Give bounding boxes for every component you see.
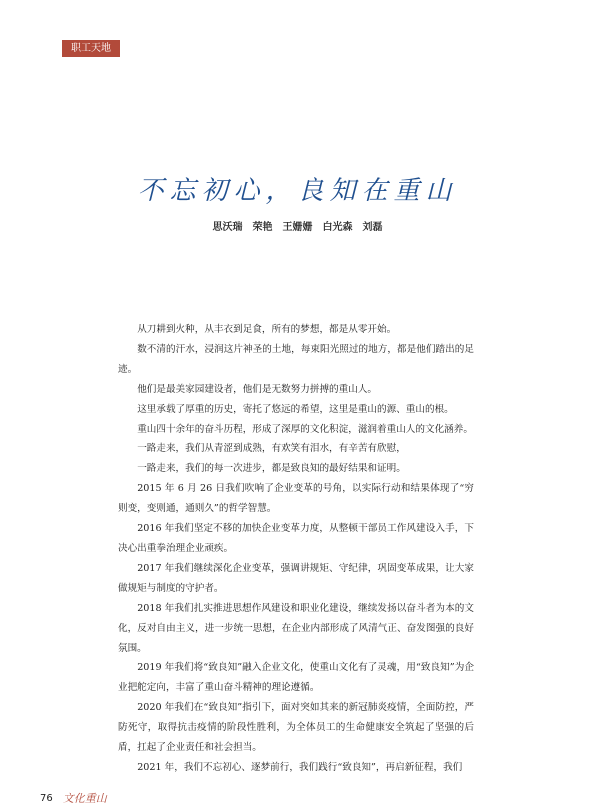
paragraph: 2016 年我们坚定不移的加快企业变革力度，从整顿干部员工作风建设入手，下决心出重拳治理企业顽疾。: [118, 523, 474, 554]
article-authors: 思沃瑞 荣艳 王姗姗 白光森 刘磊: [212, 222, 383, 233]
article-title: 不忘初心，良知在重山: [137, 176, 458, 206]
paragraph: 这里承载了厚重的历史，寄托了悠远的希望，这里是重山的源、重山的根。: [137, 403, 454, 415]
magazine-logo: 文化重山: [62, 792, 107, 805]
article-body: [118, 320, 474, 778]
paragraph: 从刀耕到火种，从丰衣到足食，所有的梦想，都是从零开始。: [137, 324, 397, 335]
paragraph: 2019 年我们将“致良知”融入企业文化，使重山文化有了灵魂，用“致良知”为企业把舵定向，丰富了重山奋斗精神的理论遵循。: [118, 662, 474, 694]
paragraph: 重山四十余年的奋斗历程，形成了深厚的文化积淀，滋润着重山人的文化涵养。: [137, 423, 473, 435]
paragraph: 2017 年我们继续深化企业变革，强调讲规矩、守纪律，巩固变革成果，让大家做规矩与制度的守护者。: [118, 562, 474, 594]
paragraph: 一路走来，我们从青涩到成熟，有欢笑有泪水，有辛苦有欣慰，: [137, 443, 406, 455]
paragraph: 一路走来，我们的每一次进步，都是致良知的最好结果和证明。: [137, 463, 406, 475]
page-footer: [40, 790, 107, 806]
paragraph: 他们是最美家园建设者，他们是无数努力拼搏的重山人。: [137, 383, 378, 395]
paragraph: 2018 年我们扎实推进思想作风建设和职业化建设，继续发扬以奋斗者为本的文化，反对自由主义，进一步统一思想，在企业内部形成了风清气正、奋发图强的良好氛围。: [118, 602, 474, 654]
paragraph: 2015 年 6 月 26 日我们吹响了企业变革的号角，以实际行动和结果体现了“穷则变，变则通，通则久”的哲学智慧。: [118, 483, 474, 515]
paragraph: 数不清的汗水，浸润这片神圣的土地，每束阳光照过的地方，都是他们踏出的足迹。: [118, 343, 474, 375]
page-number: 76: [40, 792, 53, 804]
section-tag: 职工天地: [62, 40, 120, 57]
paragraph: 2021 年，我们不忘初心、逐梦前行，我们践行“致良知”，再启新征程，我们: [137, 761, 463, 773]
paragraph: 2020 年我们在“致良知”指引下，面对突如其来的新冠肺炎疫情，全面防控，严防死守，取得抗击疫情的阶段性胜利，为全体员工的生命健康安全筑起了坚强的后盾，扛起了企业责任和社会担当。: [118, 702, 474, 754]
